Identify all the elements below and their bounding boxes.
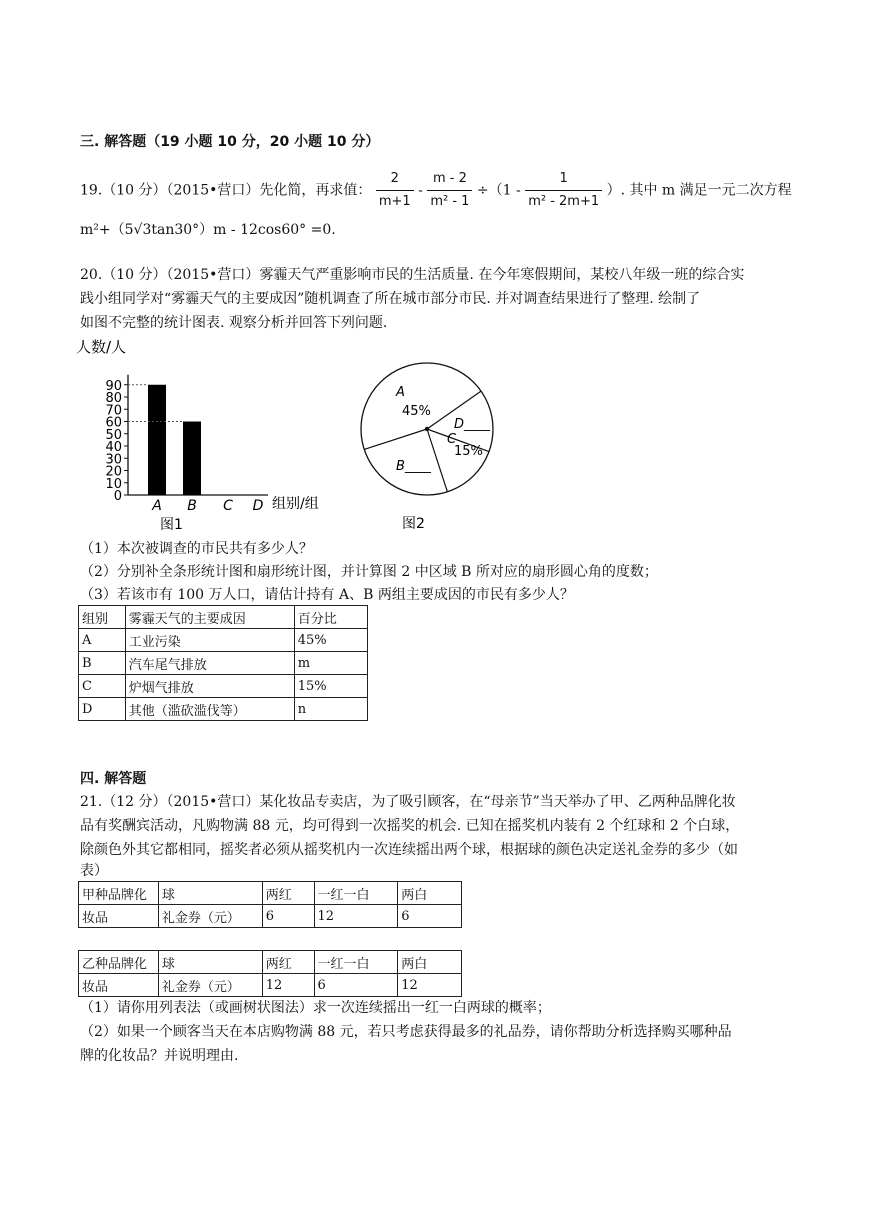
q19-fraction-2 (427, 168, 472, 213)
table-header-cell: 雾霾天气的主要成因 (125, 606, 294, 629)
bar-chart-xlabel: 组别/组 (272, 496, 319, 512)
bar-chart-ylabel: 人数/人 (76, 338, 127, 356)
pie-label: D____ (454, 417, 491, 432)
table-cell: B (79, 652, 126, 675)
q21-line-1: 21.（12 分）（2015•营口）某化妆品专卖店，为了吸引顾客，在“母亲节”当天举办了甲、乙两种品牌化妆 (80, 794, 736, 810)
pie-label: B____ (396, 459, 431, 474)
table-header-cell: 百分比 (294, 606, 367, 629)
table-cell: A (79, 629, 126, 652)
q19-fraction-3 (525, 168, 602, 213)
q20-table (78, 605, 368, 721)
table-cell: 其他（滥砍滥伐等） (125, 698, 294, 721)
table-cell: 6 (262, 905, 314, 928)
table-row (79, 675, 368, 698)
q19-frac3-numerator: 1 (559, 171, 568, 186)
x-tick-label: D (252, 498, 264, 514)
table-cell: 工业污染 (125, 629, 294, 652)
table-cell: C (79, 675, 126, 698)
table-cell: 一红一白 (314, 951, 398, 974)
table-cell: 6 (314, 974, 398, 997)
table-cell: 甲种品牌化 (79, 882, 159, 905)
y-tick-label: 50 (105, 427, 122, 443)
q19-frac1-denominator: m+1 (376, 190, 414, 213)
table-cell: n (294, 698, 367, 721)
table-row (79, 905, 462, 928)
q21-line-4: 表） (80, 863, 108, 879)
q21-sub-3: 牌的化妆品？并说明理由. (80, 1048, 239, 1064)
table-cell: 一红一白 (314, 882, 398, 905)
y-tick-label: 60 (105, 415, 122, 431)
table-cell: 球 (158, 882, 262, 905)
table-cell: 两红 (262, 882, 314, 905)
pie-chart-caption: 图2 (402, 516, 425, 532)
pie-center (425, 427, 429, 431)
table-cell: 汽车尾气排放 (125, 652, 294, 675)
x-tick-label: C (223, 498, 233, 514)
q21-line-2: 品有奖酬宾活动，凡购物满 88 元，均可得到一次摇奖的机会. 已知在摇奖机内装有 2 个红球和 2 个白球， (80, 818, 740, 834)
question-19 (80, 168, 792, 213)
y-tick-label: 80 (105, 391, 122, 406)
bar-chart-caption: 图1 (160, 517, 183, 533)
q19-divide-open: ÷（1 - (476, 182, 521, 199)
section-3-title: 三. 解答题（19 小题 10 分，20 小题 10 分） (80, 134, 380, 150)
q21-line-3: 除颜色外其它都相同，摇奖者必须从摇奖机内一次连续摇出两个球，根据球的颜色决定送礼金券的多少（如 (80, 842, 738, 858)
bar-B (183, 422, 201, 496)
x-tick-label: B (187, 498, 197, 514)
q19-prefix: 19.（10 分）（2015•营口）先化简，再求值： (80, 182, 372, 199)
table-row (79, 629, 368, 652)
table-cell: 两红 (262, 951, 314, 974)
q20-sub-1: （1）本次被调查的市民共有多少人？ (80, 541, 313, 557)
y-tick-label: 0 (113, 489, 122, 504)
table-cell: 两白 (398, 882, 462, 905)
q19-equation: m²+（5√3tan30°）m - 12cos60° =0. (80, 222, 336, 238)
y-tick-label: 30 (105, 452, 122, 468)
q19-frac2-denominator: m² - 1 (427, 190, 472, 213)
q21-table-brand-b (78, 950, 462, 997)
table-cell: 礼金券（元） (158, 974, 262, 997)
pie-label: 45% (402, 404, 431, 419)
q20-line-3: 如图不完整的统计图表. 观察分析并回答下列问题. (80, 315, 388, 331)
y-tick-label: 20 (105, 464, 122, 480)
q20-line-2: 践小组同学对“雾霾天气的主要成因”随机调查了所在城市部分市民. 并对调查结果进行了整理. 绘制了 (80, 291, 701, 307)
q19-frac1-numerator: 2 (390, 171, 399, 186)
bar-A (148, 385, 166, 495)
y-tick-label: 90 (105, 378, 122, 394)
section-4-title: 四. 解答题 (80, 771, 147, 787)
q19-suffix: ）. 其中 m 满足一元二次方程 (606, 182, 792, 199)
table-cell: D (79, 698, 126, 721)
y-tick-label: 70 (105, 403, 122, 419)
table-cell: 礼金券（元） (158, 905, 262, 928)
table-cell: 妆品 (79, 905, 159, 928)
table-cell: 球 (158, 951, 262, 974)
table-row (79, 974, 462, 997)
q21-table-brand-a (78, 881, 462, 928)
table-header-row (79, 606, 368, 629)
table-cell: 6 (398, 905, 462, 928)
pie-chart (350, 336, 500, 536)
table-cell: 两白 (398, 951, 462, 974)
table-cell: 妆品 (79, 974, 159, 997)
table-row (79, 652, 368, 675)
table-cell: 乙种品牌化 (79, 951, 159, 974)
q19-frac3-denominator: m² - 2m+1 (525, 190, 602, 213)
pie-label: A (396, 385, 405, 400)
table-cell: 12 (262, 974, 314, 997)
pie-label: C (447, 432, 457, 447)
table-cell: 12 (314, 905, 398, 928)
q19-minus: - (418, 182, 423, 199)
table-header-cell: 组别 (79, 606, 126, 629)
q19-fraction-1 (376, 168, 414, 213)
q21-sub-1: （1）请你用列表法（或画树状图法）求一次连续摇出一红一白两球的概率； (80, 1000, 551, 1016)
q20-line-1: 20.（10 分）（2015•营口）雾霾天气严重影响市民的生活质量. 在今年寒假期间，某校八年级一班的综合实 (80, 267, 745, 283)
table-row (79, 882, 462, 905)
pie-label: 15% (454, 444, 483, 459)
table-row (79, 951, 462, 974)
q21-sub-2: （2）如果一个顾客当天在本店购物满 88 元，若只考虑获得最多的礼品券，请你帮助分析选择购买哪种品 (80, 1024, 732, 1040)
table-cell: 45% (294, 629, 367, 652)
table-cell: 炉烟气排放 (125, 675, 294, 698)
q20-sub-2: （2）分别补全条形统计图和扇形统计图，并计算图 2 中区域 B 所对应的扇形圆心角的度数； (80, 564, 658, 580)
bar-chart (70, 336, 360, 536)
pie-slice-boundary (364, 429, 427, 449)
q19-frac2-numerator: m - 2 (432, 171, 467, 186)
x-tick-label: A (152, 498, 162, 514)
y-tick-label: 40 (105, 440, 122, 455)
y-tick-label: 10 (105, 476, 122, 492)
table-cell: 12 (398, 974, 462, 997)
table-row (79, 698, 368, 721)
q20-sub-3: （3）若该市有 100 万人口，请估计持有 A、B 两组主要成因的市民有多少人？ (80, 587, 574, 603)
table-cell: 15% (294, 675, 367, 698)
table-cell: m (294, 652, 367, 675)
